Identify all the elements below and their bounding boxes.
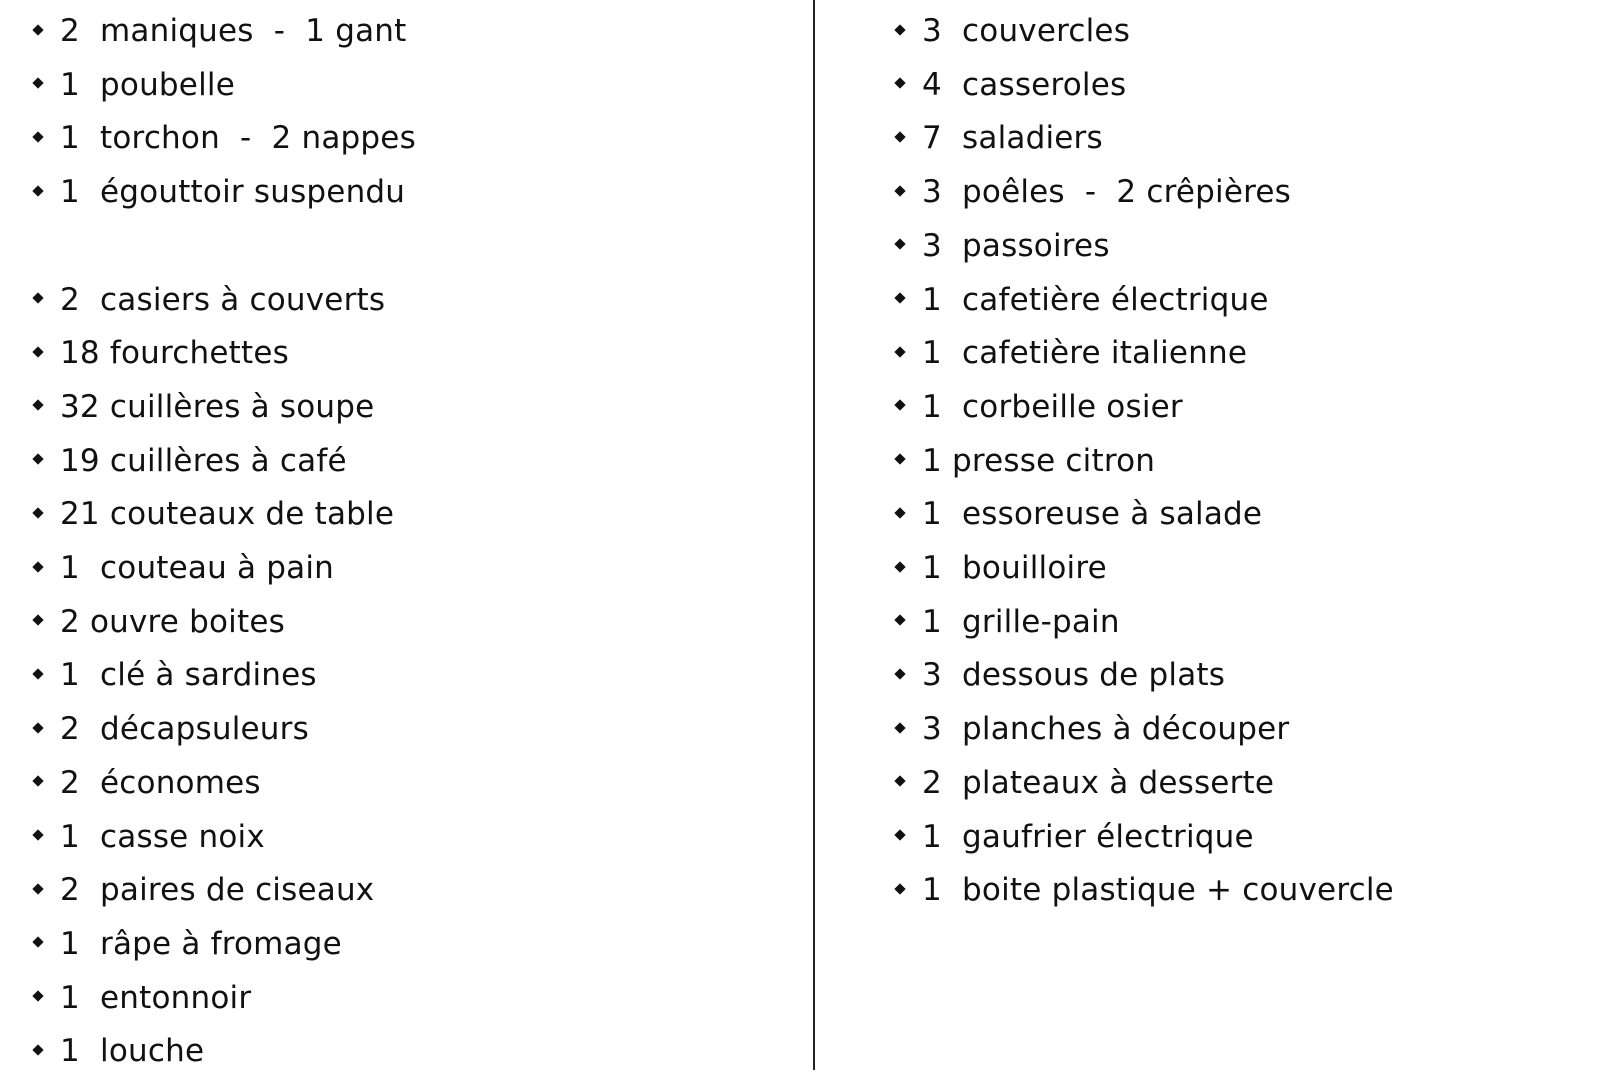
bullet-icon xyxy=(894,185,905,196)
item-text: 18 fourchettes xyxy=(60,335,289,372)
list-item xyxy=(30,917,342,971)
item-text: 2 économes xyxy=(60,764,261,801)
list-item xyxy=(30,165,405,219)
item-text: 1 bouilloire xyxy=(922,550,1107,586)
item-text: 3 planches à découper xyxy=(922,711,1290,748)
list-item xyxy=(892,273,1269,327)
bullet-icon xyxy=(894,78,905,89)
bullet-icon xyxy=(32,131,43,142)
item-text: 32 cuillères à soupe xyxy=(60,388,375,425)
bullet-icon xyxy=(32,78,43,89)
list-item xyxy=(30,863,374,917)
list-item xyxy=(892,541,1107,595)
column-divider xyxy=(813,0,815,1070)
list-item xyxy=(892,863,1394,917)
item-text: 1 torchon - 2 nappes xyxy=(60,120,416,157)
bullet-icon xyxy=(894,346,905,357)
bullet-icon xyxy=(894,131,905,142)
item-text: 19 cuillères à café xyxy=(60,442,347,479)
item-text: 2 plateaux à desserte xyxy=(922,764,1275,801)
item-text: 3 passoires xyxy=(922,227,1110,264)
list-item xyxy=(892,487,1262,541)
item-text: 3 couvercles xyxy=(922,13,1131,49)
item-text: 1 essoreuse à salade xyxy=(922,496,1263,533)
item-text: 2 paires de ciseaux xyxy=(60,872,375,909)
item-text: 1 grille-pain xyxy=(922,603,1120,640)
item-text: 3 dessous de plats xyxy=(922,657,1226,694)
bullet-icon xyxy=(894,722,905,733)
list-item xyxy=(892,58,1126,112)
item-text: 7 saladiers xyxy=(922,120,1103,157)
bullet-icon xyxy=(894,883,905,894)
list-item xyxy=(892,434,1155,488)
bullet-icon xyxy=(32,990,43,1001)
list-item xyxy=(30,810,265,864)
list-item xyxy=(892,380,1183,434)
bullet-icon xyxy=(894,829,905,840)
bullet-icon xyxy=(894,400,905,411)
list-item xyxy=(30,326,289,380)
item-text: 1 presse citron xyxy=(922,442,1156,479)
bullet-icon xyxy=(32,829,43,840)
list-item xyxy=(892,595,1120,649)
bullet-icon xyxy=(32,346,43,357)
list-item xyxy=(30,756,261,810)
item-text: 3 poêles - 2 crêpières xyxy=(922,174,1291,211)
list-item xyxy=(30,434,347,488)
bullet-icon xyxy=(32,883,43,894)
bullet-icon xyxy=(32,722,43,733)
list-item xyxy=(30,273,385,327)
list-item xyxy=(892,219,1110,273)
bullet-icon xyxy=(32,185,43,196)
bullet-icon xyxy=(894,776,905,787)
list-item xyxy=(30,380,374,434)
list-item xyxy=(892,111,1103,165)
item-text: 1 égouttoir suspendu xyxy=(60,174,406,211)
list-item xyxy=(892,326,1247,380)
bullet-icon xyxy=(894,507,905,518)
bullet-icon xyxy=(32,24,43,35)
bullet-icon xyxy=(32,615,43,626)
item-text: 1 louche xyxy=(60,1033,205,1070)
list-item xyxy=(892,756,1274,810)
item-text: 1 clé à sardines xyxy=(60,657,317,694)
list-item xyxy=(892,165,1291,219)
list-item xyxy=(30,595,285,649)
bullet-icon xyxy=(32,400,43,411)
item-text: 4 casseroles xyxy=(922,66,1127,103)
bullet-icon xyxy=(894,239,905,250)
item-text: 2 casiers à couverts xyxy=(60,281,386,318)
bullet-icon xyxy=(894,292,905,303)
item-text: 1 boite plastique + couvercle xyxy=(922,872,1394,909)
bullet-icon xyxy=(894,453,905,464)
item-text: 1 gaufrier électrique xyxy=(922,818,1254,855)
list-item xyxy=(892,702,1289,756)
bullet-icon xyxy=(32,668,43,679)
list-item xyxy=(30,111,416,165)
list-item xyxy=(30,487,394,541)
bullet-icon xyxy=(32,561,43,572)
item-text: 2 décapsuleurs xyxy=(60,711,309,748)
list-item xyxy=(30,648,317,702)
list-item xyxy=(892,4,1130,58)
list-item xyxy=(892,648,1225,702)
list-item xyxy=(30,541,334,595)
item-text: 1 râpe à fromage xyxy=(60,925,342,962)
bullet-icon xyxy=(894,24,905,35)
item-text: 1 casse noix xyxy=(60,818,265,855)
item-text: 1 poubelle xyxy=(60,66,235,103)
bullet-icon xyxy=(32,776,43,787)
bullet-icon xyxy=(894,561,905,572)
list-item xyxy=(892,810,1254,864)
bullet-icon xyxy=(894,668,905,679)
bullet-icon xyxy=(32,937,43,948)
list-item xyxy=(30,971,251,1025)
bullet-icon xyxy=(894,615,905,626)
item-text: 21 couteaux de table xyxy=(60,496,395,533)
item-text: 1 corbeille osier xyxy=(922,388,1183,425)
bullet-icon xyxy=(32,507,43,518)
bullet-icon xyxy=(32,292,43,303)
bullet-icon xyxy=(32,453,43,464)
item-text: 1 cafetière italienne xyxy=(922,335,1248,372)
list-item xyxy=(30,58,235,112)
item-text: 1 cafetière électrique xyxy=(922,281,1269,318)
list-item xyxy=(30,4,407,58)
item-text: 2 ouvre boites xyxy=(60,603,285,640)
item-text: 1 couteau à pain xyxy=(60,550,334,586)
list-item xyxy=(30,702,309,756)
bullet-icon xyxy=(32,1044,43,1055)
item-text: 1 entonnoir xyxy=(60,979,252,1016)
item-text: 2 maniques - 1 gant xyxy=(60,13,407,49)
